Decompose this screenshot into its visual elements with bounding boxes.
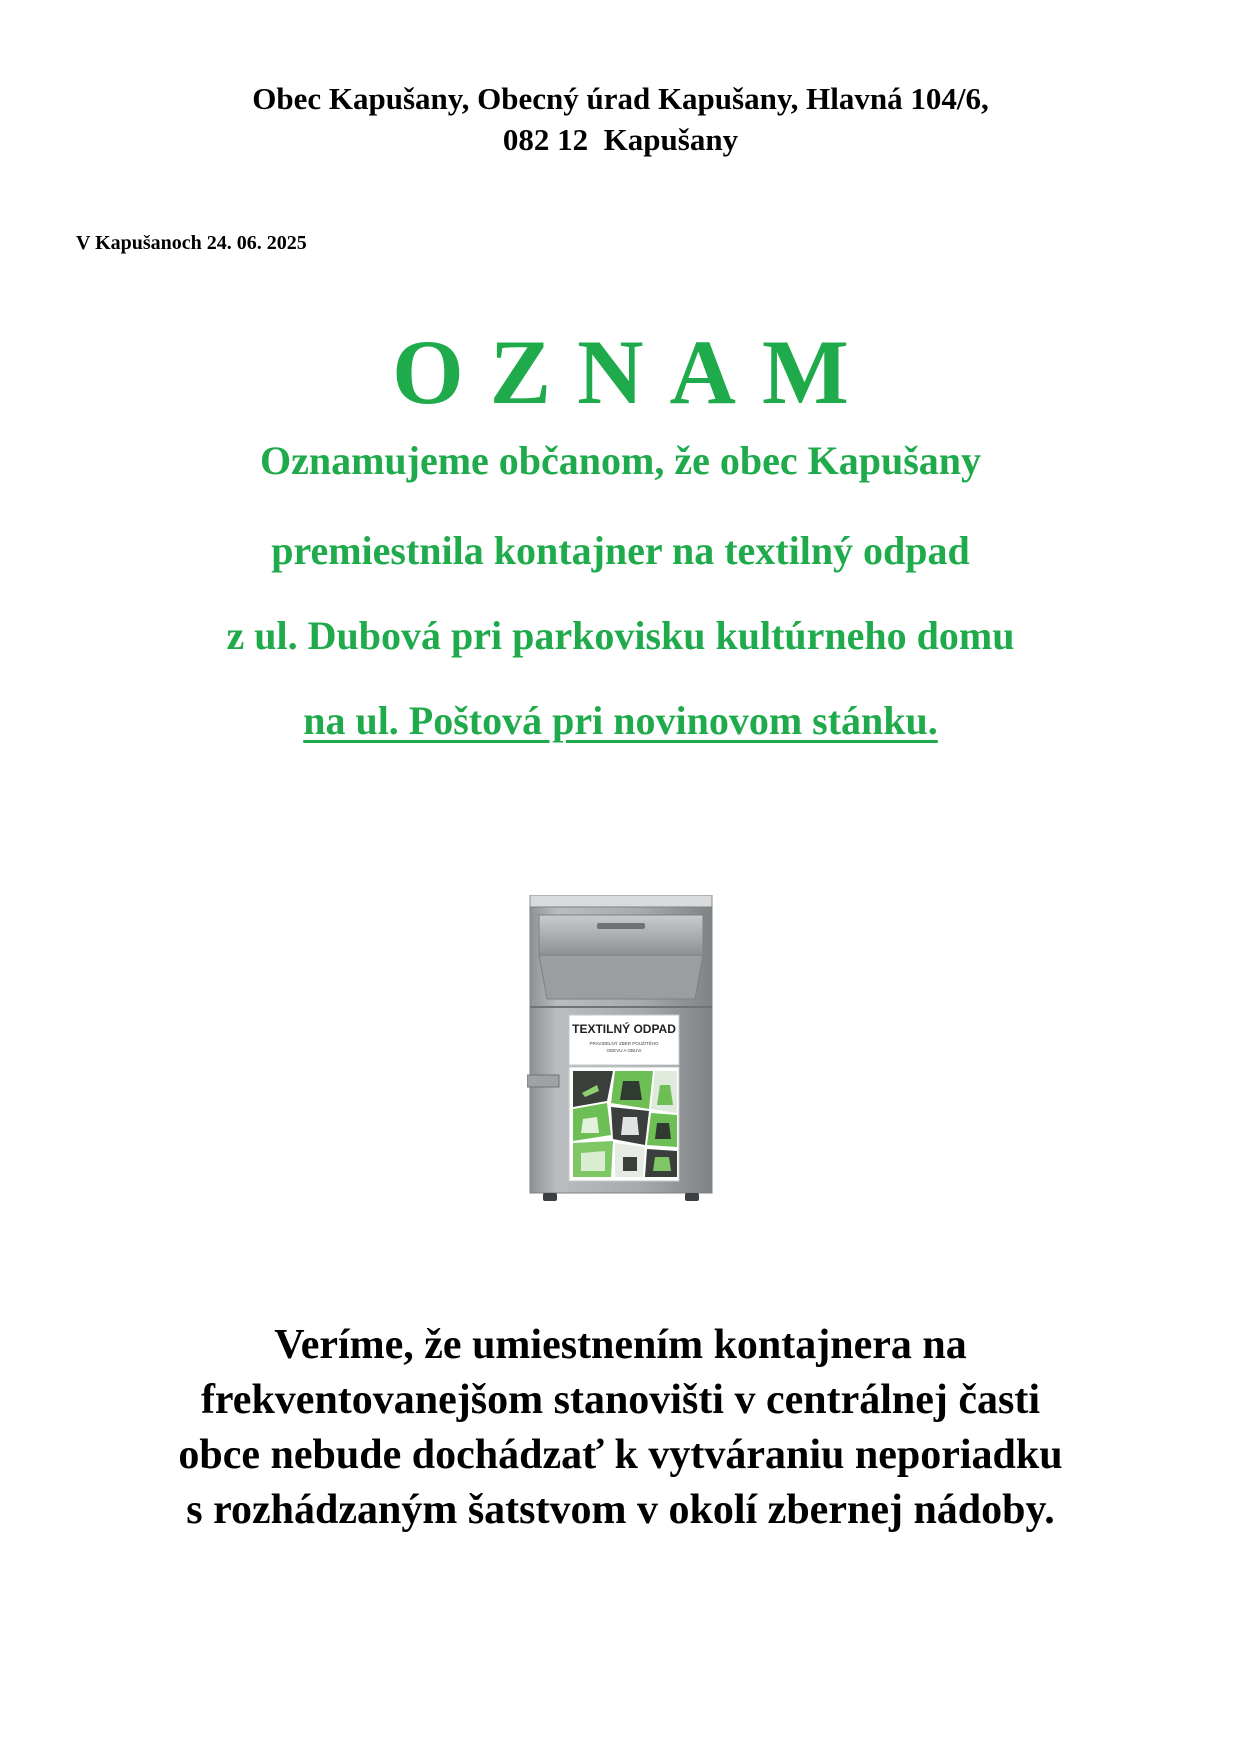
closing-line-2: frekventovanejšom stanovišti v centrálnej časti [200, 1377, 1041, 1423]
message-line-1: Oznamujeme občanom, že obec Kapušany [259, 438, 982, 483]
message-line-2: premiestnila kontajner na textilný odpad [271, 528, 970, 573]
document-date: V Kapušanoch 24. 06. 2025 [76, 232, 307, 254]
container-sublabel-1: PRAVIDELNÝ ZBER POUŽITÉHO [589, 1041, 659, 1046]
container-sublabel-2: ODEVU A OBUVI [606, 1048, 642, 1053]
closing-line-1: Veríme, že umiestnením kontajnera na [274, 1322, 967, 1368]
textile-container-photo [527, 895, 717, 1205]
letterhead-line-1: Obec Kapušany, Obecný úrad Kapušany, Hlavná 104/6, [252, 81, 989, 116]
container-label: TEXTILNÝ ODPAD [572, 1022, 676, 1036]
notice-title: OZNAM [392, 321, 875, 423]
closing-line-3: obce nebude dochádzať k vytváraniu neporiadku [178, 1432, 1063, 1478]
closing-paragraph [0, 1318, 1241, 1538]
message-line-3: z ul. Dubová pri parkovisku kultúrneho domu [226, 613, 1015, 658]
message-line-4 [0, 697, 1241, 745]
new-location-text: na ul. Poštová pri novinovom stánku. [303, 698, 938, 743]
closing-line-4: s rozhádzaným šatstvom v okolí zbernej nádoby. [186, 1487, 1055, 1533]
letterhead [0, 78, 1241, 160]
letterhead-line-2: 082 12 Kapušany [502, 122, 739, 157]
